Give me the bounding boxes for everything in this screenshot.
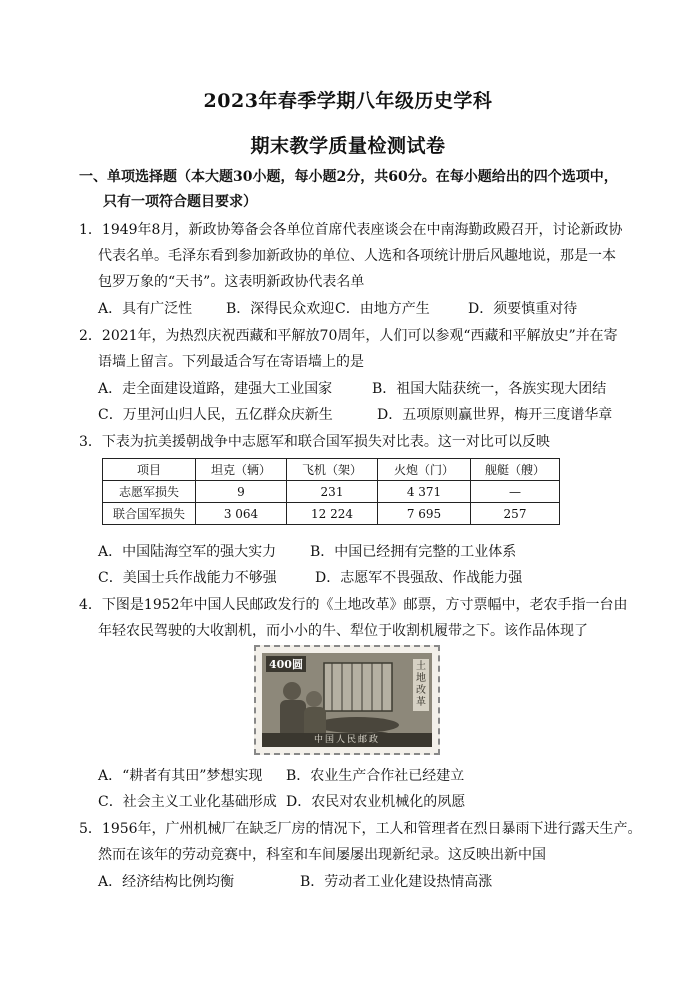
table-header-cell: 舰艇（艘） — [471, 459, 560, 481]
q3-option-a[interactable]: A．中国陆海空军的强大实力 — [98, 544, 277, 560]
stamp-issuer-label: 中国人民邮政 — [262, 733, 432, 747]
q1-option-d[interactable]: D．须要慎重对待 — [468, 301, 578, 317]
q1-stem-line2: 代表名单。毛泽东看到参加新政协的单位、人选和各项统计册后风趣地说，那是一本 — [98, 248, 616, 264]
q1-option-a[interactable]: A．具有广泛性 — [98, 301, 193, 317]
table-cell: 志愿军损失 — [103, 481, 196, 503]
q1-stem-line3: 包罗万象的“天书”。这表明新政协代表名单 — [98, 274, 365, 290]
q4-option-a[interactable]: A．“耕者有其田”梦想实现 — [98, 768, 263, 784]
q2-stem-line2: 语墙上留言。下列最适合写在寄语墙上的是 — [98, 354, 364, 370]
q5-stem-line1: 5．1956年，广州机械厂在缺乏厂房的情况下，工人和管理者在烈日暴雨下进行露天生产。 — [79, 821, 642, 837]
stamp-denomination: 400圆 — [266, 656, 306, 672]
table-header-row — [103, 459, 560, 481]
table-row — [103, 503, 560, 525]
q5-option-a[interactable]: A．经济结构比例均衡 — [98, 874, 235, 890]
q2-option-a[interactable]: A．走全面建设道路，建强大工业国家 — [98, 381, 333, 397]
section-heading: 一、单项选择题（本大题30小题，每小题2分，共60分。在每小题给出的四个选项中， — [79, 169, 618, 185]
table-header-cell: 火炮（门） — [378, 459, 471, 481]
table-cell: 257 — [471, 503, 560, 525]
stamp-artwork — [262, 653, 432, 747]
section-heading-cont: 只有一项符合题目要求） — [103, 194, 257, 210]
q2-option-d[interactable]: D．五项原则赢世界，梅开三度谱华章 — [377, 407, 613, 423]
table-cell: 联合国军损失 — [103, 503, 196, 525]
q4-option-b[interactable]: B．农业生产合作社已经建立 — [286, 768, 465, 784]
land-reform-stamp-image — [254, 645, 440, 755]
q4-stem-line2: 年轻农民驾驶的大收割机，而小小的牛、犁位于收割机履带之下。该作品体现了 — [98, 623, 588, 639]
q4-option-c[interactable]: C．社会主义工业化基础形成 — [98, 794, 277, 810]
page-subtitle: 期末教学质量检测试卷 — [250, 135, 446, 157]
q3-option-d[interactable]: D．志愿军不畏强敌、作战能力强 — [315, 570, 523, 586]
table-cell: 7 695 — [378, 503, 471, 525]
q4-option-d[interactable]: D．农民对农业机械化的夙愿 — [286, 794, 466, 810]
table-cell: 9 — [196, 481, 287, 503]
q1-stem-line1: 1．1949年8月，新政协筹备会各单位首席代表座谈会在中南海勤政殿召开，讨论新政协 — [79, 222, 623, 238]
q1-option-c[interactable]: C．由地方产生 — [335, 301, 430, 317]
q2-stem-line1: 2．2021年，为热烈庆祝西藏和平解放70周年，人们可以参观“西藏和平解放史”并在寄 — [79, 328, 618, 344]
q3-stem-line1: 3．下表为抗美援朝战争中志愿军和联合国军损失对比表。这一对比可以反映 — [79, 434, 550, 450]
table-cell: 3 064 — [196, 503, 287, 525]
page-title: 2023年春季学期八年级历史学科 — [203, 90, 493, 112]
table-cell: 231 — [287, 481, 378, 503]
table-header-cell: 坦克（辆） — [196, 459, 287, 481]
q5-stem-line2: 然而在该年的劳动竞赛中，科室和车间屡屡出现新纪录。这反映出新中国 — [98, 847, 546, 863]
q3-option-b[interactable]: B．中国已经拥有完整的工业体系 — [310, 544, 517, 560]
stamp-side-label: 土地改革 — [413, 659, 429, 711]
q2-option-b[interactable]: B．祖国大陆获统一，各族实现大团结 — [372, 381, 607, 397]
q5-option-b[interactable]: B．劳动者工业化建设热情高涨 — [300, 874, 493, 890]
q4-stem-line1: 4．下图是1952年中国人民邮政发行的《土地改革》邮票，方寸票幅中，老农手指一台由 — [79, 597, 628, 613]
table-row — [103, 481, 560, 503]
table-cell: 4 371 — [378, 481, 471, 503]
q3-option-c[interactable]: C．美国士兵作战能力不够强 — [98, 570, 277, 586]
table-header-cell: 飞机（架） — [287, 459, 378, 481]
q2-option-c[interactable]: C．万里河山归人民，五亿群众庆新生 — [98, 407, 333, 423]
q1-option-b[interactable]: B．深得民众欢迎 — [226, 301, 335, 317]
table-cell: 12 224 — [287, 503, 378, 525]
table-cell: — — [471, 481, 560, 503]
loss-comparison-table — [102, 458, 560, 525]
table-header-cell: 项目 — [103, 459, 196, 481]
